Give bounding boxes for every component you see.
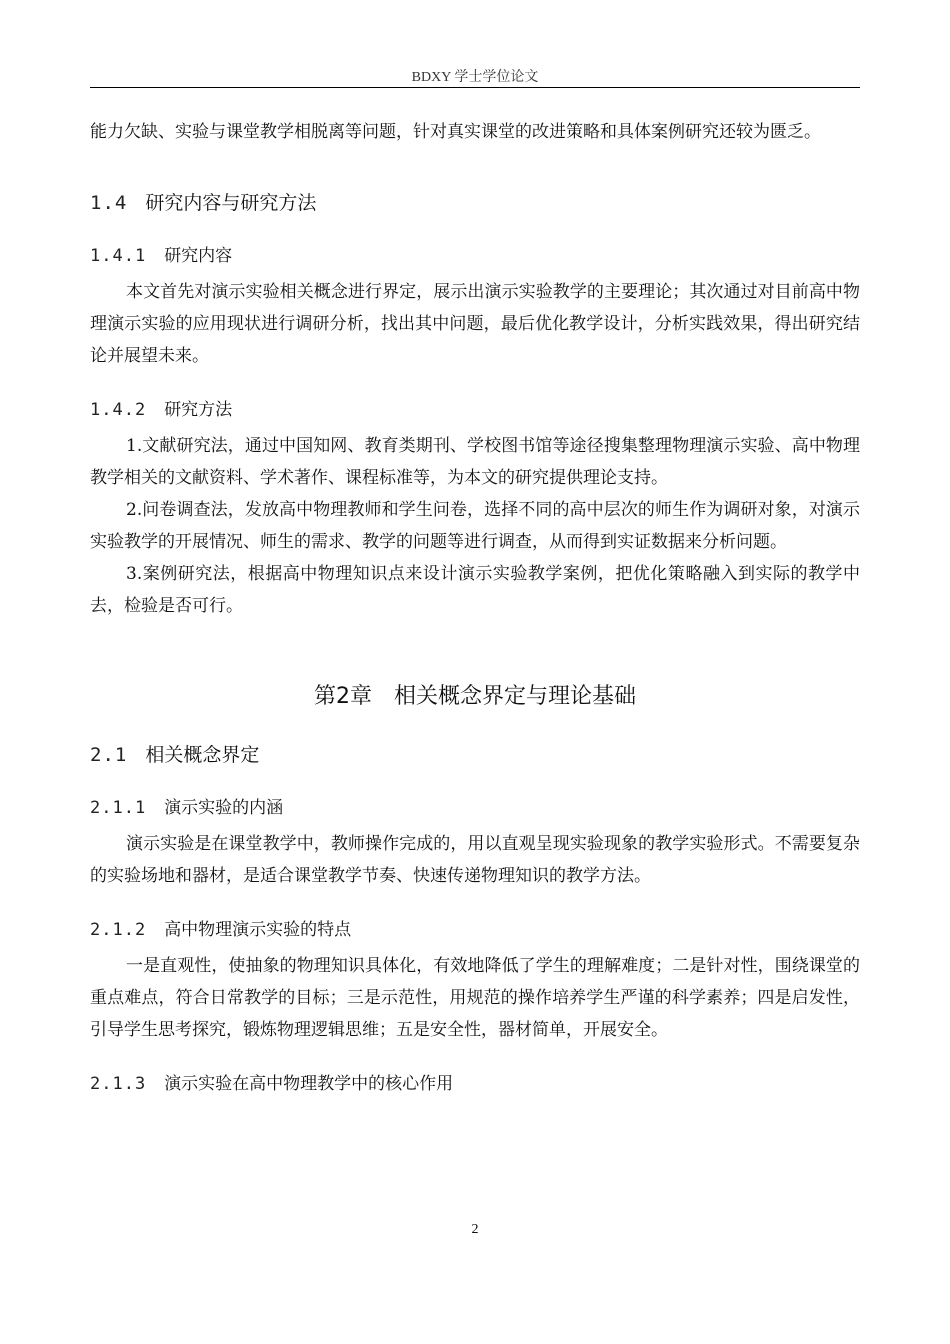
- chapter-number: 第2章: [313, 684, 372, 709]
- section-title: 研究内容与研究方法: [145, 192, 317, 214]
- section-heading-1-4: [90, 188, 860, 218]
- header-rule: [90, 87, 860, 88]
- subsection-title: 高中物理演示实验的特点: [164, 920, 352, 940]
- method-item-2: 2.问卷调查法，发放高中物理教师和学生问卷，选择不同的高中层次的师生作为调研对象，对演示实验教学的开展情况、师生的需求、教学的问题等进行调查，从而得到实证数据来分析问题。: [90, 500, 860, 552]
- paragraph-demo-features: 一是直观性，使抽象的物理知识具体化，有效地降低了学生的理解难度；二是针对性，围绕课堂的重点难点，符合日常教学的目标；三是示范性，用规范的操作培养学生严谨的科学素养；四是启发性，引导学生思考探究，锻炼物理逻辑思维；五是安全性，器材简单，开展安全。: [90, 956, 860, 1040]
- subsection-number: 2.1.3: [90, 1074, 147, 1094]
- subsection-heading-1-4-1: [90, 242, 860, 270]
- subsection-title: 研究内容: [164, 246, 233, 266]
- subsection-title: 演示实验的内涵: [164, 798, 284, 818]
- subsection-heading-2-1-2: [90, 916, 860, 944]
- chapter-title: 相关概念界定与理论基础: [393, 684, 636, 709]
- paragraph-demo-definition: 演示实验是在课堂教学中，教师操作完成的，用以直观呈现实验现象的教学实验形式。不需要复杂的实验场地和器材，是适合课堂教学节奏、快速传递物理知识的教学方法。: [90, 834, 860, 886]
- subsection-number: 2.1.1: [90, 798, 147, 818]
- section-heading-2-1: [90, 740, 860, 770]
- page-body: [90, 116, 860, 1098]
- section-number: 2.1: [90, 744, 128, 766]
- page-number: 2: [471, 1222, 479, 1237]
- subsection-title: 研究方法: [164, 400, 233, 420]
- subsection-number: 2.1.2: [90, 920, 147, 940]
- subsection-heading-1-4-2: [90, 396, 860, 424]
- subsection-title: 演示实验在高中物理教学中的核心作用: [164, 1074, 454, 1094]
- subsection-number: 1.4.1: [90, 246, 147, 266]
- section-title: 相关概念界定: [145, 744, 260, 766]
- section-number: 1.4: [90, 192, 128, 214]
- subsection-number: 1.4.2: [90, 400, 147, 420]
- chapter-heading: [90, 680, 860, 714]
- subsection-heading-2-1-1: [90, 794, 860, 822]
- method-item-1: 1.文献研究法，通过中国知网、教育类期刊、学校图书馆等途径搜集整理物理演示实验、高中物理教学相关的文献资料、学术著作、课程标准等，为本文的研究提供理论支持。: [90, 436, 860, 488]
- running-header: BDXY 学士学位论文: [411, 70, 539, 85]
- paragraph-research-content: 本文首先对演示实验相关概念进行界定，展示出演示实验教学的主要理论；其次通过对目前高中物理演示实验的应用现状进行调研分析，找出其中问题，最后优化教学设计，分析实践效果，得出研究结论并展望未来。: [90, 282, 860, 366]
- subsection-heading-2-1-3: [90, 1070, 860, 1098]
- method-item-3: 3.案例研究法，根据高中物理知识点来设计演示实验教学案例，把优化策略融入到实际的教学中去，检验是否可行。: [90, 564, 860, 616]
- continued-paragraph: 能力欠缺、实验与课堂教学相脱离等问题，针对真实课堂的改进策略和具体案例研究还较为匮乏。: [90, 122, 821, 142]
